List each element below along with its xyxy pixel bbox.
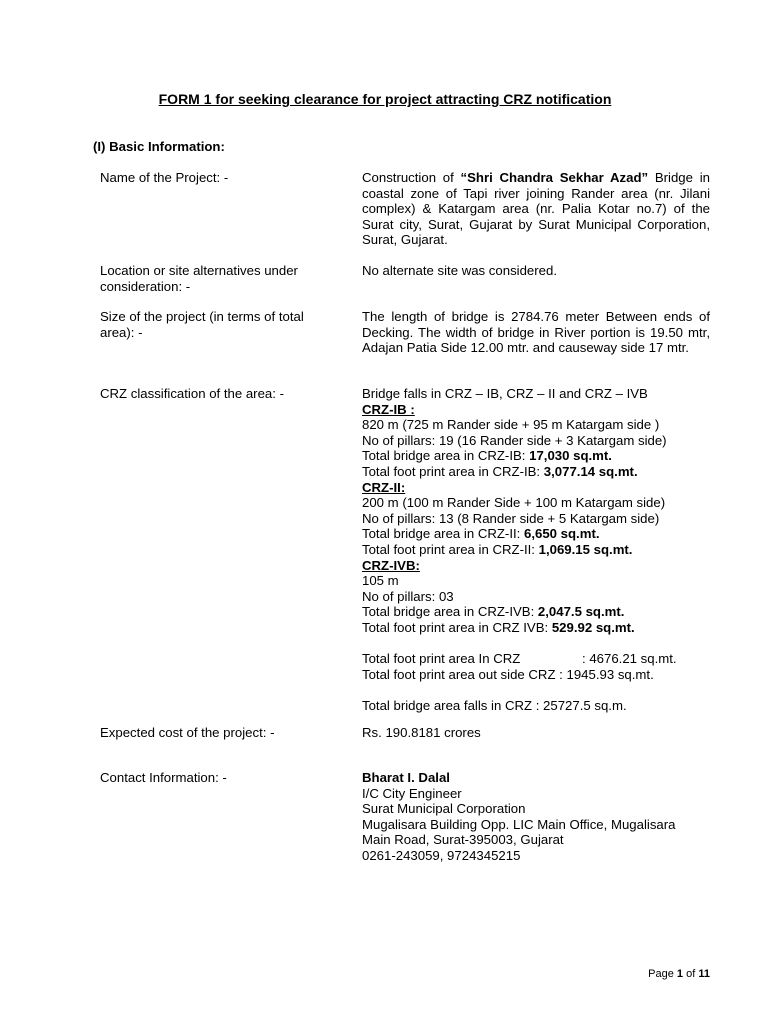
crz-ii-length: 200 m (100 m Rander Side + 100 m Katargam side): [362, 495, 666, 511]
contact-organisation: Surat Municipal Corporation: [362, 801, 526, 817]
footprint-in-crz: Total foot print area In CRZ : 4676.21 sq.mt.: [362, 651, 677, 667]
project-name-rest: Bridge in coastal zone of Tapi river joining Rander area (nr. Jilani complex) & Katargam area (nr. Palia Kotar no.7) of the Surat city, Surat, Gujarat by Surat Municipal Corporation, Surat, Gujarat.: [362, 170, 710, 248]
contact-designation: I/C City Engineer: [362, 785, 462, 801]
crz-ii-area: Total bridge area in CRZ-II: 6,650 sq.mt.: [362, 526, 600, 542]
contact-label: Contact Information: -: [100, 770, 227, 785]
crz-ii-footprint: Total foot print area in CRZ-II: 1,069.15 sq.mt.: [362, 541, 633, 557]
crz-ib-length: 820 m (725 m Rander side + 95 m Katargam side ): [362, 417, 660, 433]
location-value: No alternate site was considered.: [362, 263, 557, 278]
location-label: Location or site alternatives under consideration: -: [100, 263, 298, 294]
spacer: [362, 682, 710, 698]
section-heading: (I) Basic Information:: [93, 139, 225, 154]
project-name-prefix: Construction of: [362, 170, 454, 185]
page-number: Page 1 of 11: [648, 968, 710, 980]
contact-details: [362, 770, 710, 864]
crz-details: [362, 386, 710, 713]
spacer: [362, 636, 710, 652]
crz-ib-heading: CRZ-IB :: [362, 401, 415, 417]
crz-ii-pillars: No of pillars: 13 (8 Rander side + 5 Katargam side): [362, 510, 660, 526]
form-title: FORM 1 for seeking clearance for project attracting CRZ notification: [158, 91, 612, 107]
size-label: Size of the project (in terms of total area): -: [100, 309, 304, 340]
total-bridge-area-crz: Total bridge area falls in CRZ : 25727.5 sq.m.: [362, 697, 627, 713]
crz-ii-heading: CRZ-II:: [362, 479, 406, 495]
crz-ivb-area: Total bridge area in CRZ-IVB: 2,047.5 sq.mt.: [362, 604, 625, 620]
crz-ivb-pillars: No of pillars: 03: [362, 588, 454, 604]
crz-ib-area: Total bridge area in CRZ-IB: 17,030 sq.mt.: [362, 448, 612, 464]
cost-label: Expected cost of the project: -: [100, 725, 275, 740]
cost-value: Rs. 190.8181 crores: [362, 725, 481, 740]
bridge-name: “Shri Chandra Sekhar Azad”: [460, 170, 649, 185]
size-value: The length of bridge is 2784.76 meter Between ends of Decking. The width of bridge in River portion is 19.50 mtr, Adajan Patia Side 12.00 mtr. and causeway side 17 mtr.: [362, 309, 710, 356]
contact-name: Bharat I. Dalal: [362, 770, 450, 785]
contact-address-1: Mugalisara Building Opp. LIC Main Office, Mugalisara: [362, 816, 676, 832]
footprint-outside-crz: Total foot print area out side CRZ : 1945.93 sq.mt.: [362, 666, 654, 682]
contact-phone: 0261-243059, 9724345215: [362, 847, 521, 863]
crz-label: CRZ classification of the area: -: [100, 386, 284, 401]
crz-ivb-heading: CRZ-IVB:: [362, 557, 420, 573]
contact-address-2: Main Road, Surat-395003, Gujarat: [362, 832, 564, 848]
crz-ib-footprint: Total foot print area in CRZ-IB: 3,077.14 sq.mt.: [362, 463, 638, 479]
crz-ivb-footprint: Total foot print area in CRZ IVB: 529.92 sq.mt.: [362, 619, 635, 635]
project-name-label: Name of the Project: -: [100, 170, 229, 185]
crz-ib-pillars: No of pillars: 19 (16 Rander side + 3 Katargam side): [362, 432, 667, 448]
project-name-value: [362, 170, 710, 248]
crz-intro: Bridge falls in CRZ – IB, CRZ – II and CRZ – IVB: [362, 386, 648, 401]
crz-ivb-length: 105 m: [362, 573, 399, 589]
